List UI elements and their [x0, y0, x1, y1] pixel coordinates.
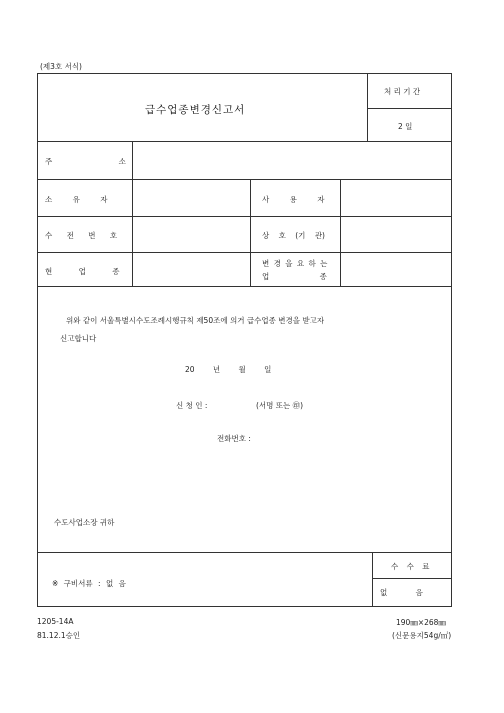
paper-size: 190㎜×268㎜ — [396, 618, 446, 627]
meter-number-label: 수 전 번 호 — [45, 231, 118, 240]
requested-business-label-line1: 변 경 을 요 하 는 — [262, 259, 328, 268]
fee-value: 없 음 — [380, 588, 423, 597]
date-line: 20 년 월 일 — [185, 365, 272, 374]
phone-label: 전화번호 : — [217, 434, 251, 443]
address-label: 주 소 — [45, 157, 133, 166]
fee-label: 수 수 료 — [391, 562, 430, 571]
paper-type: (신문용지54g/㎡) — [392, 631, 452, 640]
processing-period-value: 2 일 — [398, 122, 413, 131]
attachments-note: ※ 구비서류 : 없 음 — [52, 579, 126, 588]
requested-business-label-line2: 업 종 — [262, 272, 327, 281]
user-label: 사 용 자 — [262, 195, 325, 204]
business-name-label: 상 호 (기 관) — [262, 231, 325, 240]
current-business-label: 현 업 종 — [45, 267, 120, 276]
processing-period-label: 처 리 기 간 — [384, 87, 421, 96]
addressee: 수도사업소장 귀하 — [54, 518, 115, 527]
statement-line1: 위와 같이 서울특별시수도조례시행규칙 제50조에 의거 급수업종 변경을 받고자 — [66, 316, 325, 325]
statement-line2: 신고합니다 — [60, 334, 97, 343]
owner-label: 소 유 자 — [45, 195, 108, 204]
form-number-label: (제3호 서식) — [40, 62, 82, 71]
signature-hint: (서명 또는 ㊞) — [256, 401, 304, 410]
form-code: 1205-14A — [37, 617, 74, 626]
applicant-label: 신 청 인 : — [176, 401, 208, 410]
form-title: 급수업종변경신고서 — [145, 104, 246, 116]
approval-date: 81.12.1승인 — [37, 631, 81, 640]
